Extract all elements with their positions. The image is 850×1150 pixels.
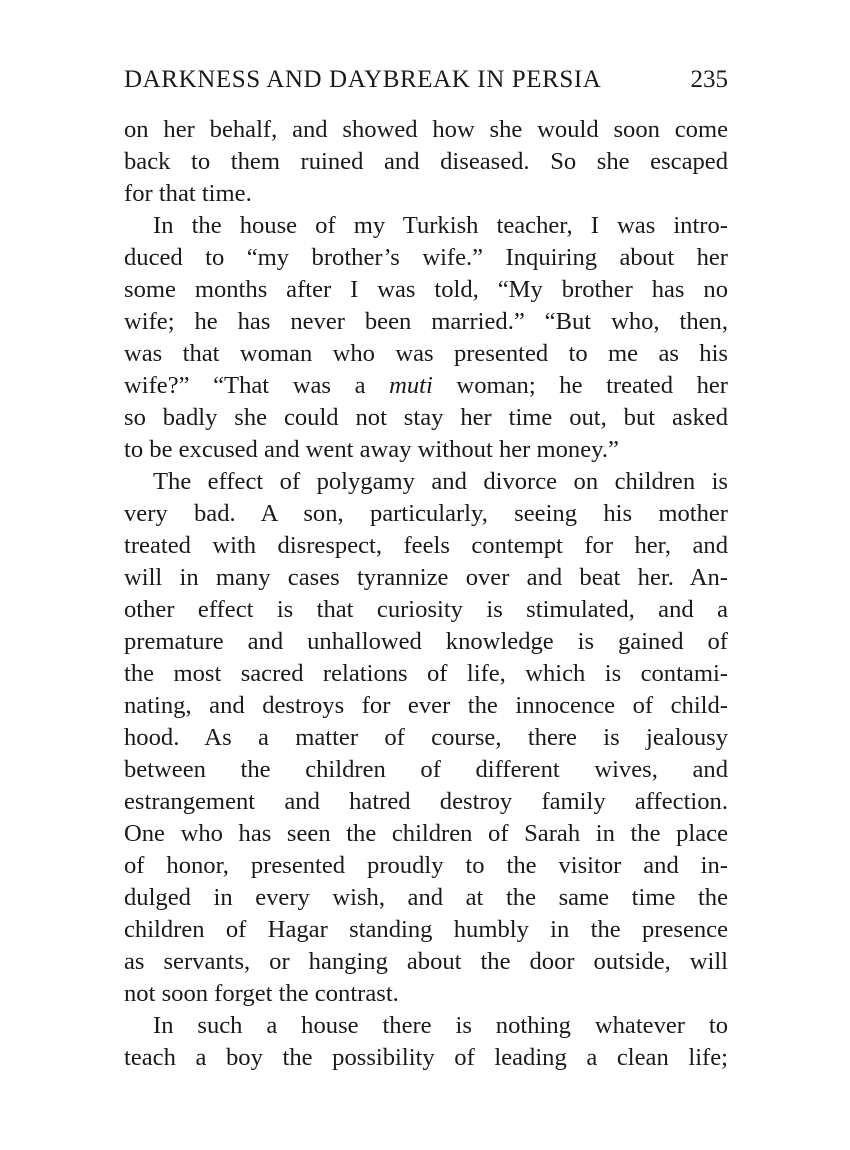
text-line: back to them ruined and diseased. So she escaped [124,148,728,175]
text-line: other effect is that curiosity is stimulated, and a [124,596,728,623]
text-line: nating, and destroys for ever the innocence of child- [124,692,728,719]
text-line: of honor, presented proudly to the visitor and in- [124,852,728,879]
text-line: estrangement and hatred destroy family affection. [124,788,728,815]
text-line: so badly she could not stay her time out, but asked [124,404,728,431]
text-line: hood. As a matter of course, there is jealousy [124,724,728,751]
text-line: to be excused and went away without her money.” [124,436,619,463]
text-line: teach a boy the possibility of leading a clean life; [124,1044,728,1071]
body-text [124,114,728,1074]
page-header [124,60,728,100]
text-line: was that woman who was presented to me as his [124,340,728,367]
text-line: very bad. A son, particularly, seeing his mother [124,500,728,527]
text-line: some months after I was told, “My brother has no [124,276,728,303]
text-segment: woman; he treated her [432,372,728,399]
text-line [124,370,728,402]
italic-term: muti [389,372,433,399]
text-line: treated with disrespect, feels contempt for her, and [124,532,728,559]
text-line: for that time. [124,180,252,207]
text-line: children of Hagar standing humbly in the presence [124,916,728,943]
running-head: DARKNESS AND DAYBREAK IN PERSIA [124,66,602,93]
text-line: on her behalf, and showed how she would soon come [124,116,728,143]
paragraph-first-line: In the house of my Turkish teacher, I was intro- [153,212,728,239]
text-segment: wife?” “That was a [124,372,390,399]
text-line: as servants, or hanging about the door outside, will [124,948,728,975]
page-number: 235 [690,66,728,93]
text-line: wife; he has never been married.” “But who, then, [124,308,728,335]
text-line: duced to “my brother’s wife.” Inquiring about her [124,244,728,271]
text-line: dulged in every wish, and at the same time the [124,884,728,911]
paragraph-first-line: In such a house there is nothing whatever to [153,1012,728,1039]
text-line: will in many cases tyrannize over and beat her. An- [124,564,728,591]
text-line: between the children of different wives, and [124,756,728,783]
text-line: not soon forget the contrast. [124,980,399,1007]
paragraph-first-line: The effect of polygamy and divorce on children is [153,468,728,495]
text-line: premature and unhallowed knowledge is gained of [124,628,728,655]
text-line: One who has seen the children of Sarah in the place [124,820,728,847]
text-line: the most sacred relations of life, which is contami- [124,660,728,687]
